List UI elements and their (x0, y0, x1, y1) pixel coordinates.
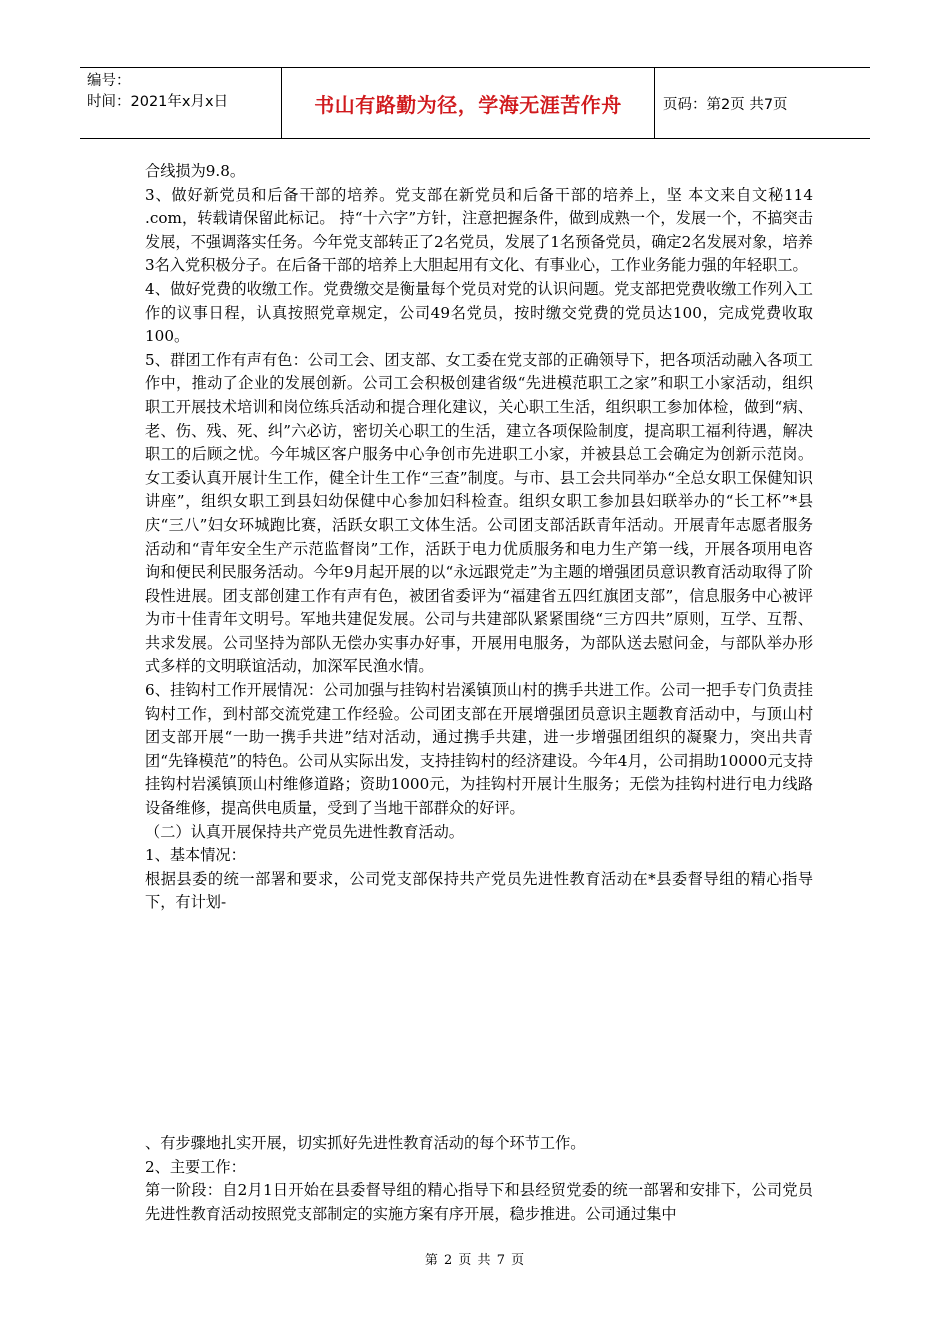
number-label: 编号： (87, 73, 131, 89)
paragraph: 3、做好新党员和后备干部的培养。党支部在新党员和后备干部的培养上，坚 本文来自文秘114 .com，转载请保留此标记。 持“十六字”方针，注意把握条件，做到成熟一个，发展一个，不搞突击发展，不强调落实任务。今年党支部转正了2名党员，发展了1名预备党员，确定2名发展对象，培养3名入党积极分子。在后备干部的培养上大胆起用有文化、有事业心，工作业务能力强的年轻职工。 (145, 185, 813, 275)
page-footer (0, 1249, 950, 1268)
paragraph: （二）认真开展保持共产党员先进性教育活动。 (145, 822, 464, 841)
paragraph: 根据县委的统一部署和要求，公司党支部保持共产党员先进性教育活动在*县委督导组的精心指导下，有计划- (145, 869, 813, 912)
paragraph: 第一阶段：自2月1日开始在县委督导组的精心指导下和县经贸党委的统一部署和安排下，公司党员先进性教育活动按照党支部制定的实施方案有序开展，稳步推进。公司通过集中 (145, 1181, 813, 1223)
paragraph: 6、挂钩村工作开展情况：公司加强与挂钩村岩溪镇顶山村的携手共进工作。公司一把手专门负责挂钩村工作，到村部交流党建工作经验。公司团支部在开展增强团员意识主题教育活动中，与顶山村团支部开展“一助一携手共进”结对活动，通过携手共建，进一步增强团组织的凝聚力，突出共青团“先锋模范”的特色。公司从实际出发，支持挂钩村的经济建设。今年4月，公司捐助10000元支持挂钩村岩溪镇顶山村维修道路；资助1000元，为挂钩村开展计生服务；无偿为挂钩村进行电力线路设备维修，提高供电质量，受到了当地干部群众的好评。 (145, 681, 813, 818)
paragraph: 4、做好党费的收缴工作。党费缴交是衡量每个党员对党的认识问题。党支部把党费收缴工作列入工作的议事日程，认真按照党章规定，公司49名党员，按时缴交党费的党员达100，完成党费收取100。 (145, 279, 813, 346)
date-label: 时间：2021年x月x日 (87, 94, 229, 110)
page-label: 页码：第2页 共7页 (663, 96, 788, 113)
paragraph: 5、群团工作有声有色：公司工会、团支部、女工委在党支部的正确领导下，把各项活动融入各项工作中，推动了企业的发展创新。公司工会积极创建省级“先进模范职工之家”和职工小家活动，组织职工开展技术培训和岗位练兵活动和提合理化建议，关心职工生活，组织职工参加体检，做到“病、老、伤、残、死、纠”六必访，密切关心职工的生活，建立各项保险制度，提高职工福利待遇，解决职工的后顾之忧。今年城区客户服务中心争创市先进职工小家，并被县总工会确定为创新示范岗。女工委认真开展计生工作，健全计生工作“三查”制度。与市、县工会共同举办“全总女职工保健知识讲座”，组织女职工到县妇幼保健中心参加妇科检查。组织女职工参加县妇联举办的“长工杯”*县庆“三八”妇女环城跑比赛，活跃女职工文体生活。公司团支部活跃青年活动。开展青年志愿者服务活动和“青年安全生产示范监督岗”工作，活跃于电力优质服务和电力生产第一线，开展各项用电咨询和便民利民服务活动。今年9月起开展的以“永远跟党走”为主题的增强团员意识教育活动取得了阶段性进展。团支部创建工作有声有色，被团省委评为“福建省五四红旗团支部”，信息服务中心被评为市十佳青年文明号。军地共建促发展。公司与共建部队紧紧围绕“三方四共”原则，互学、互帮、共求发展。公司坚持为部队无偿办实事办好事，开展用电服务，为部队送去慰问金，与部队举办形式多样的文明联谊活动，加深军民渔水情。 (145, 350, 813, 676)
body-text-top (145, 160, 813, 915)
header-meta (80, 68, 282, 138)
header-motto-cell (282, 68, 655, 138)
paragraph: 、有步骤地扎实开展，切实抓好先进性教育活动的每个环节工作。 (145, 1134, 586, 1152)
header-page-cell (655, 68, 870, 138)
body-text-bottom (145, 1132, 813, 1226)
motto-text: 书山有路勤为径，学海无涯苦作舟 (314, 92, 622, 117)
paragraph: 2、主要工作： (145, 1157, 246, 1176)
paragraph: 1、基本情况： (145, 846, 246, 865)
paragraph: 合线损为9.8。 (145, 162, 246, 180)
document-header (80, 67, 870, 139)
page-number: 第 2 页 共 7 页 (424, 1253, 526, 1268)
